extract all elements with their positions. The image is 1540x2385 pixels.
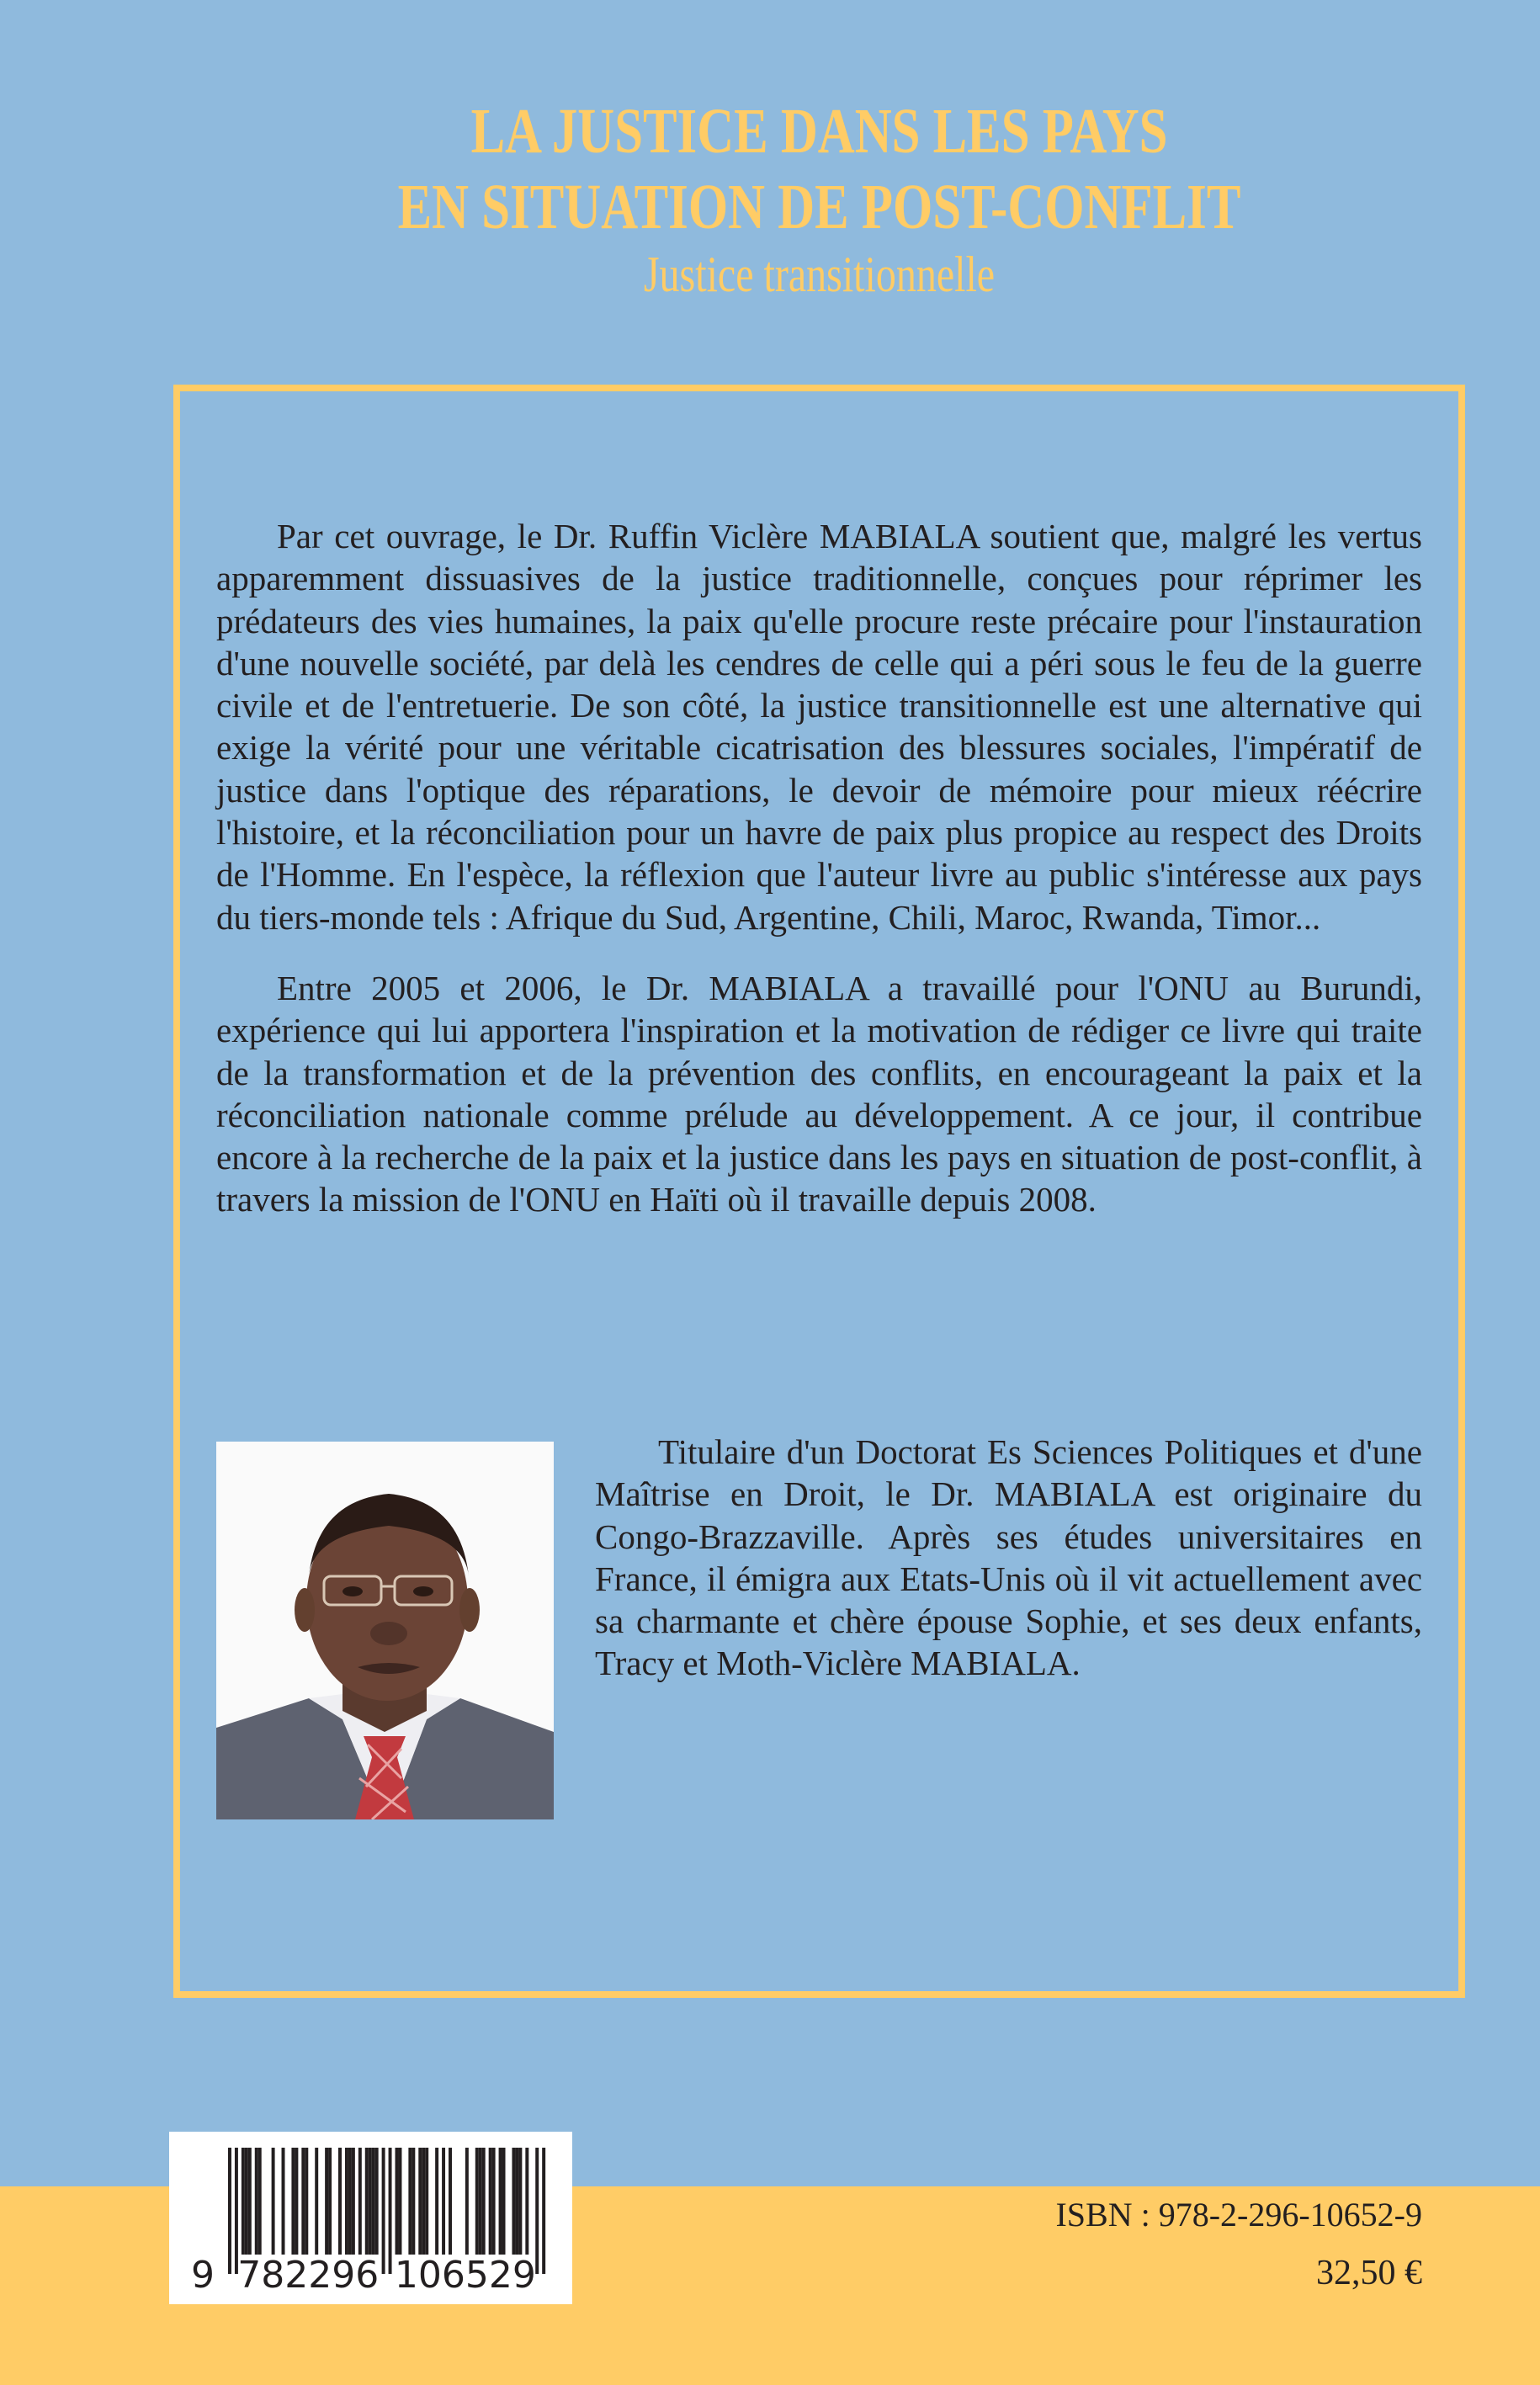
author-bio: Titulaire d'un Doctorat Es Sciences Politiques et d'une Maîtrise en Droit, le Dr. MABIALA est originaire du Congo-Brazzaville. Après ses études universitaires en France, il émigra aux Etats-Unis où il vit actuellement avec sa charmante et chère épouse Sophie, et ses deux enfants, Tracy et Moth-Viclère MABIALA. — [595, 1432, 1422, 1683]
barcode-icon — [169, 2132, 572, 2304]
svg-text:9: 9 — [191, 2254, 215, 2297]
svg-text:782296: 782296 — [237, 2254, 380, 2297]
barcode — [169, 2132, 572, 2304]
price: 32,50 € — [1316, 2254, 1422, 2292]
summary-paragraph-2: Entre 2005 et 2006, le Dr. MABIALA a travaillé pour l'ONU au Burundi, expérience qui lui apportera l'inspiration et la motivation de rédiger ce livre qui traite de la transformation et de la prévention des conflits, en encourageant la paix et la réconciliation nationale comme prélude au développement. A ce jour, il contribue encore à la recherche de la paix et la justice dans les pays en situation de post-conflit, à travers la mission de l'ONU en Haïti où il travaille depuis 2008. — [216, 969, 1422, 1219]
summary-paragraph-1: Par cet ouvrage, le Dr. Ruffin Viclère MABIALA soutient que, malgré les vertus apparemment dissuasives de la justice traditionnelle, conçues pour réprimer les prédateurs des vies humaines, la paix qu'elle procure reste précaire pour l'instauration d'une nouvelle société, par delà les cendres de celle qui a péri sous le feu de la guerre civile et de l'entretuerie. De son côté, la justice transitionnelle est une alternative qui exige la vérité pour une véritable cicatrisation des blessures sociales, l'impératif de justice dans l'optique des réparations, le devoir de mémoire pour mieux réécrire l'histoire, et la réconciliation pour un havre de paix plus propice au respect des Droits de l'Homme. En l'espèce, la réflexion que l'auteur livre au public s'intéresse aux pays du tiers-monde tels : Afrique du Sud, Argentine, Chili, Maroc, Rwanda, Timor... — [216, 517, 1422, 937]
author-photo — [216, 1442, 554, 1819]
svg-text:106529: 106529 — [394, 2254, 536, 2297]
book-subtitle: Justice transitionnelle — [643, 247, 996, 302]
book-title-line-1: LA JUSTICE DANS LES PAYS — [470, 96, 1168, 167]
book-title-line-2: EN SITUATION DE POST-CONFLIT — [397, 172, 1241, 242]
isbn-number: ISBN : 978-2-296-10652-9 — [1055, 2196, 1422, 2234]
author-portrait-icon — [216, 1442, 554, 1819]
